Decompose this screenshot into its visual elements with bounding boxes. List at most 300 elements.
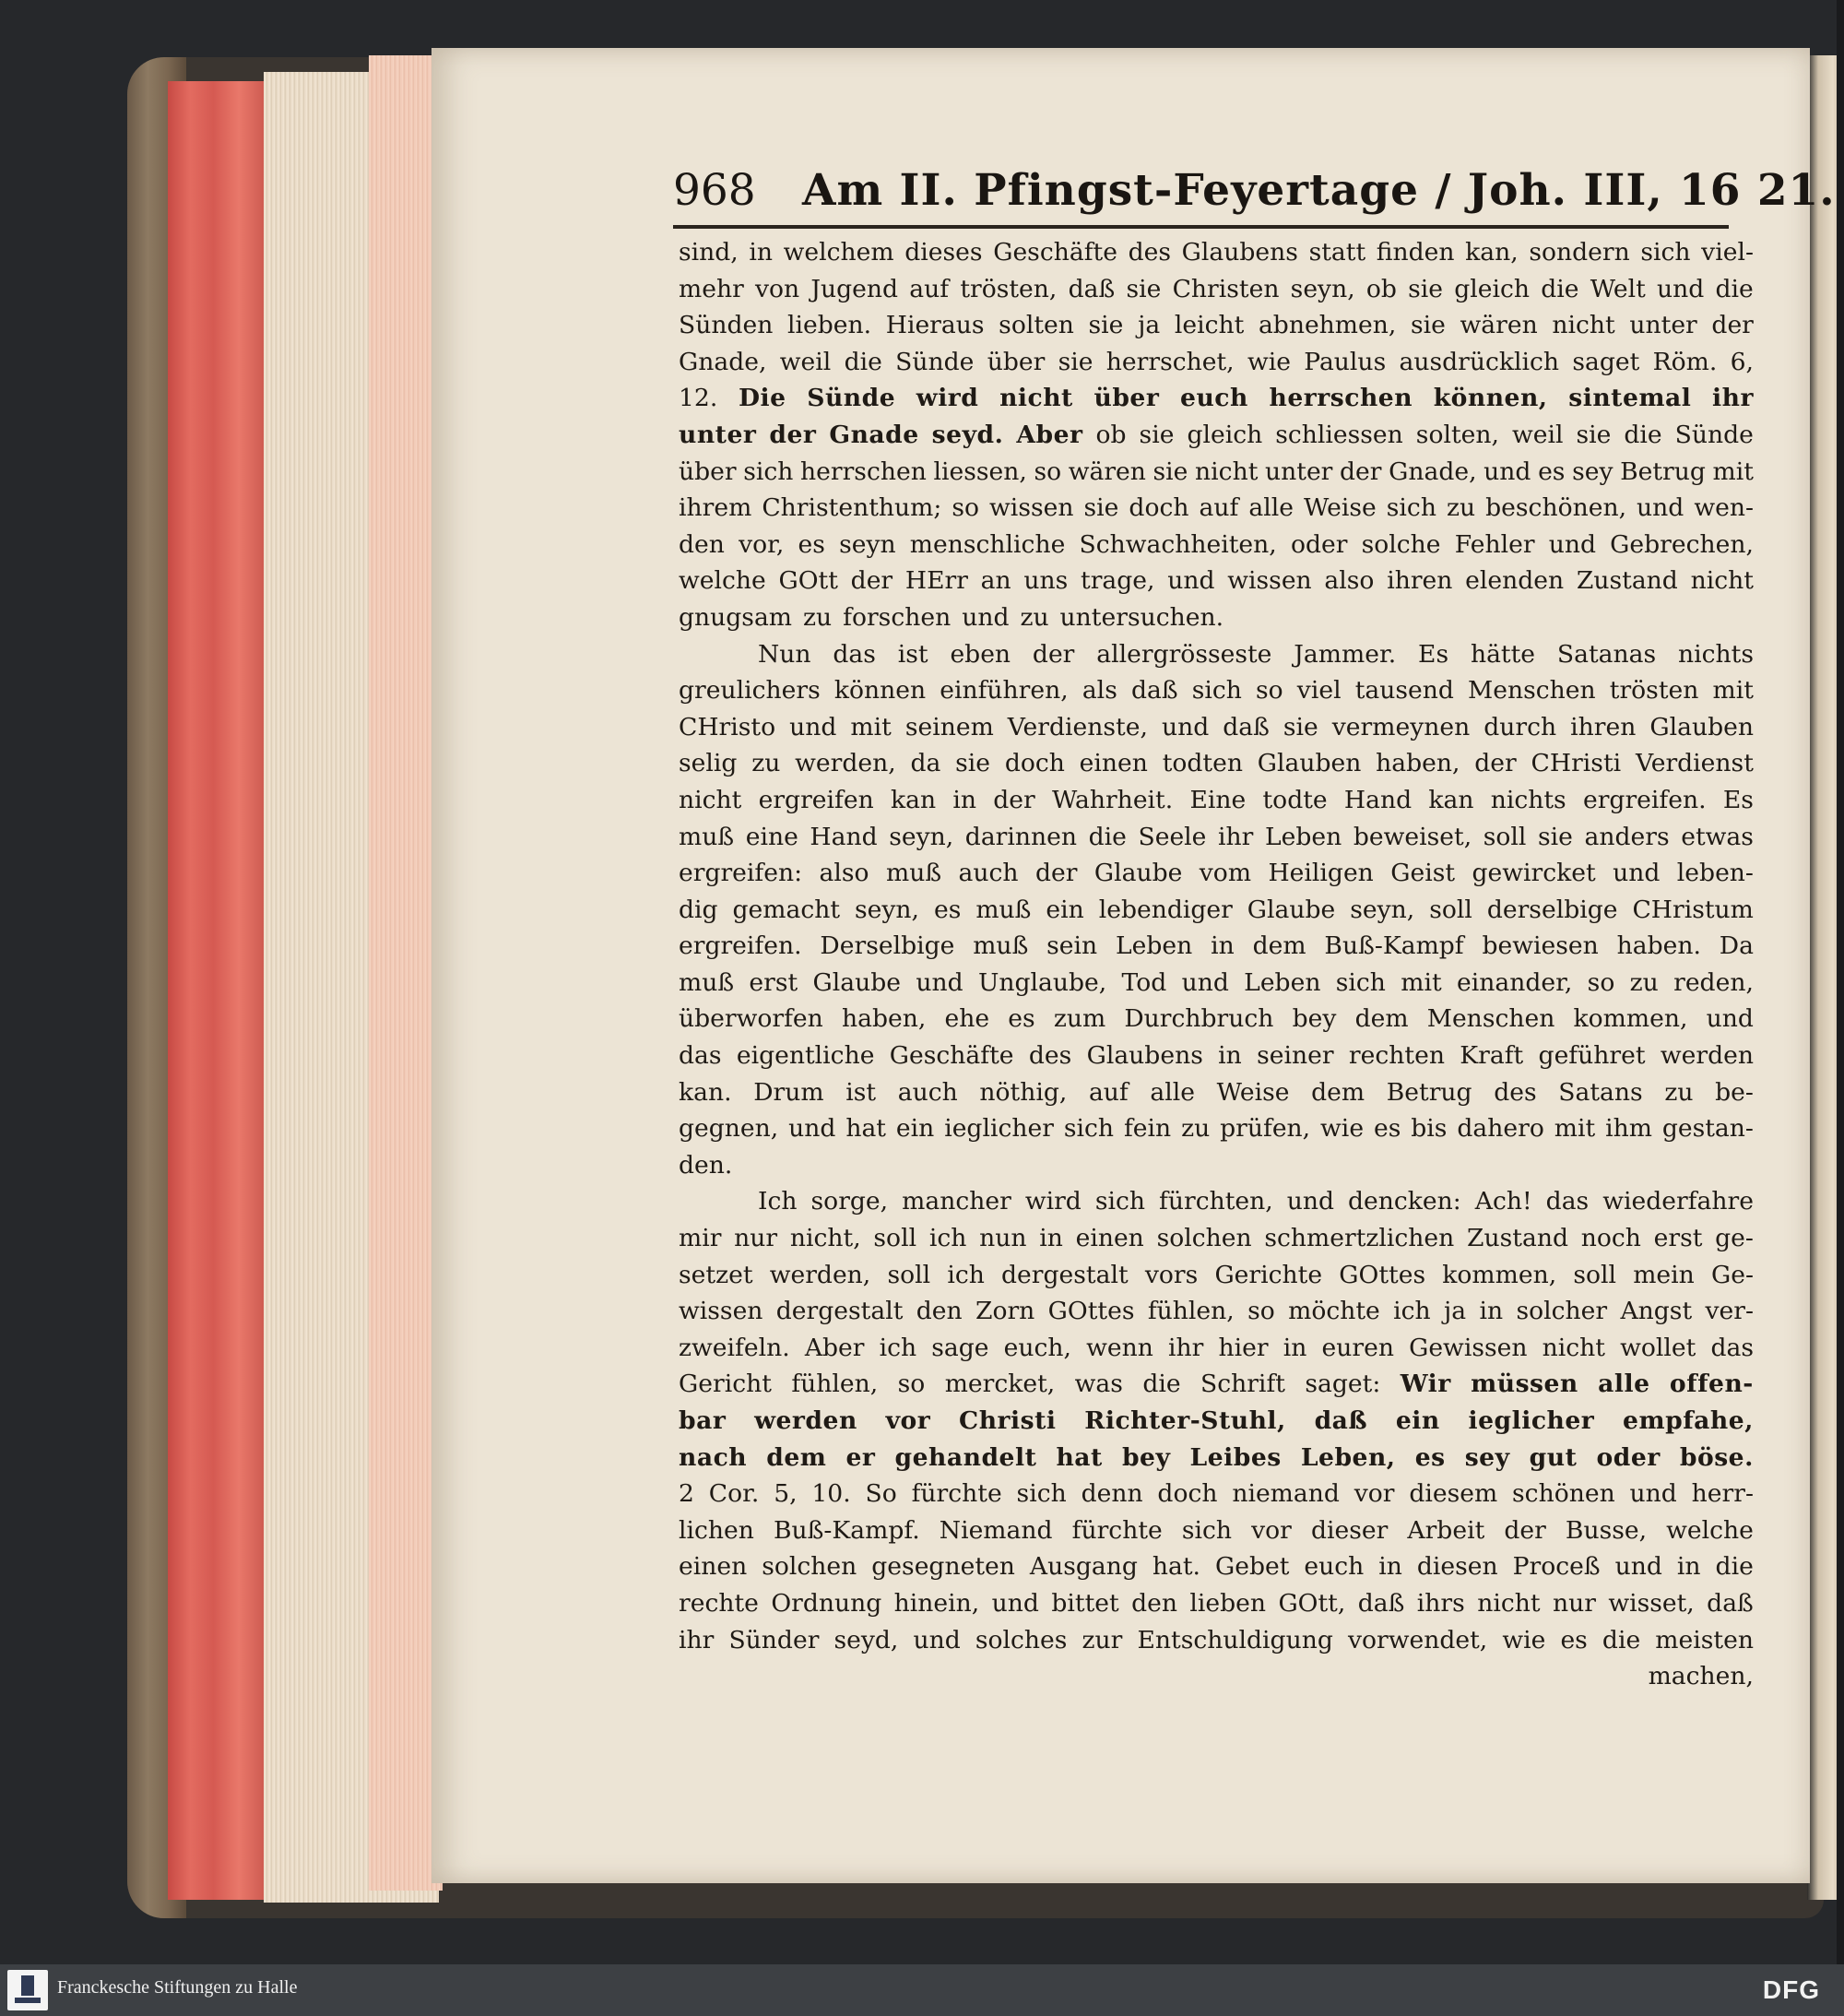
word: empfahe, [1623,1406,1754,1435]
word: mancher [902,1187,1011,1216]
word: doch [1004,749,1065,778]
word: der [1034,859,1078,888]
word: Richter-Stuhl, [1084,1406,1286,1435]
word: Glauben [1257,749,1362,778]
word: gut [1529,1442,1578,1472]
word: Ge- [1711,1260,1754,1289]
word: greulichers [679,676,821,706]
word: Ach! [1474,1187,1532,1216]
word: sich [1016,1479,1067,1509]
word: dergestalt [775,1297,904,1326]
word: muß [975,895,1032,924]
text-line [679,1403,1754,1440]
word: kan [1428,785,1474,814]
word: nicht [1552,311,1615,340]
word: weil [779,347,832,376]
word: ausdrücklich [1399,347,1560,376]
word: bewiesen [1482,931,1599,961]
word: mit [850,712,892,741]
word: solche [1361,529,1441,559]
word: eben [950,639,1011,669]
word: ihm [1605,1114,1652,1144]
word: reden, [1673,967,1754,997]
word: durch [1483,712,1557,741]
word: hier [1218,1333,1269,1362]
word: sie [1058,347,1093,376]
word: sondern [1529,238,1630,267]
word: trösten, [960,274,1058,303]
catchword-line [679,1658,1754,1695]
body-text [679,234,1754,1695]
word: Sünde [807,384,896,413]
text-line [679,271,1754,308]
word: GOttes [1339,1260,1426,1289]
word: daß [1357,1588,1405,1618]
word: saget [1572,347,1640,376]
word: Aber [1016,420,1083,449]
word: gehandelt [894,1442,1037,1472]
word: Glaubens [1181,238,1298,267]
word: seiner [1257,1041,1334,1071]
word: forschen [843,602,952,632]
word: ieglicher [944,1114,1054,1144]
word: es [1538,457,1566,486]
word: soll [873,1224,917,1253]
word: Die [738,384,786,413]
word: hat. [1152,1552,1200,1582]
word: wären [1460,311,1538,340]
word: zu [751,749,781,778]
word: sey [1572,457,1614,486]
word: mehr [679,274,744,303]
text-line [679,1512,1754,1549]
text-line [679,380,1754,417]
word: in [1479,1297,1504,1326]
word: Seele [1138,822,1207,851]
page-number: 968 [673,165,756,216]
word: euch, [1003,1333,1072,1362]
word: Christen [1172,274,1280,303]
word: mit [1712,457,1754,486]
word: nicht [1542,1333,1605,1362]
word: nicht, [789,1224,861,1253]
word: Gnade, [1389,457,1477,486]
word: abnehmen, [1258,311,1397,340]
word: Es [1418,639,1449,669]
word: leicht [1174,311,1245,340]
word: uns [1023,566,1069,596]
word: daß [1707,1588,1754,1618]
text-line [679,344,1754,381]
word: elenden [1465,566,1565,596]
word: wisset, [1608,1588,1695,1618]
text-line [679,234,1754,271]
word: so [1034,457,1062,486]
text-line [679,1001,1754,1038]
word: einen [1075,1224,1144,1253]
word: möchte [1288,1297,1380,1326]
word: liessen, [933,457,1027,486]
word: Satans [1558,1077,1643,1107]
word: herrschen [800,457,927,486]
word: statt [1308,238,1366,267]
word: und [788,1114,836,1144]
word: Geschäfte [889,1041,1014,1071]
text-line [679,1293,1754,1330]
word: wen- [1694,493,1754,523]
word: Buß-Kampf [1324,931,1464,961]
word: Glaube [1247,895,1336,924]
word: Paulus [1304,347,1387,376]
word: über [1093,384,1160,413]
word: viel [1296,676,1342,706]
word: zu [1664,1077,1694,1107]
word: setzet [679,1260,753,1289]
word: und [1167,566,1215,596]
word: tausend [1354,676,1454,706]
word: Gebet [1214,1552,1290,1582]
word: ob [1095,420,1127,449]
word: rechte [679,1588,759,1618]
word: eigentliche [736,1041,875,1071]
word: doch [1157,1479,1218,1509]
text-line [679,672,1754,709]
word: Leibes [1189,1442,1282,1472]
word: Entschuldigung [1137,1625,1333,1654]
text-line [679,417,1754,454]
word: der [850,566,893,596]
word: daß [1314,1406,1368,1435]
word: mir [679,1224,722,1253]
word: dergestalt [1001,1260,1129,1289]
word: das [679,1041,722,1071]
word: der [1711,311,1754,340]
word: lieben [1189,1588,1267,1618]
word: GOtt [778,566,838,596]
word: Satanas [1556,639,1657,669]
word: ihr [1218,822,1254,851]
word: nach [679,1442,748,1472]
text-line [679,1038,1754,1074]
text-line [679,1074,1754,1111]
word: sie [1408,274,1444,303]
word: welche [1666,1515,1754,1545]
word: und [1657,274,1705,303]
word: seyn, [889,822,954,851]
word: und [913,1625,961,1654]
word: Röm. [1652,347,1718,376]
word: meisten [1655,1625,1754,1654]
word: erst [749,967,798,997]
word: haben. [1616,931,1701,961]
word: den [1131,1588,1177,1618]
word: herrschet, [1105,347,1235,376]
catchword: machen, [1648,1662,1754,1691]
word: Leben [1264,822,1342,851]
word: was [1074,1370,1123,1399]
word: die [1715,274,1754,303]
word: Verdienst [1635,749,1754,778]
word: schmertzlichen [1264,1224,1455,1253]
word: auch [897,1077,958,1107]
word: bey [1292,1004,1337,1034]
word: sie [955,749,991,778]
word: ihr [1712,384,1754,413]
word: alle [1248,493,1294,523]
word: gegnen, [679,1114,779,1144]
word: diesen [1416,1552,1498,1582]
word: in [1283,1333,1307,1362]
word: sie [1126,274,1162,303]
word: saget: [1305,1370,1381,1399]
word: und [1483,457,1531,486]
word: ergreifen. [679,931,802,961]
word: sie [1083,493,1119,523]
word: wird [1024,1187,1082,1216]
word: vor [1353,1479,1395,1509]
word: können [833,676,927,706]
word: ich [1393,1297,1431,1326]
word: der [1032,639,1075,669]
word: auf [1088,1077,1129,1107]
word: Geschäfte [993,238,1117,267]
word: Jugend [810,274,899,303]
word: vor, [739,529,785,559]
word: die [1602,1625,1641,1654]
text-line [679,1220,1754,1257]
word: seyn [839,529,896,559]
text-line [679,490,1754,527]
word: anders [1584,822,1670,851]
word: es [798,529,825,559]
word: alle [1598,1370,1650,1399]
word: Unglaube, [977,967,1107,997]
word: eine [745,822,798,851]
word: bis [1411,1114,1448,1144]
text-line [679,599,1754,636]
word: die [1541,274,1579,303]
word: fein [1123,1114,1172,1144]
word: in [952,785,976,814]
word: ein [1046,895,1084,924]
word: an [980,566,1011,596]
word: vor [885,1406,931,1435]
text-line [679,892,1754,929]
word: Hand [810,822,878,851]
word: Heiligen [1268,859,1374,888]
word: nun [979,1224,1027,1253]
word: ihren [1387,566,1453,596]
word: GOttes [1047,1297,1135,1326]
word: mit [1712,676,1754,706]
page-edge-red [168,81,269,1900]
word: kommen, [1573,1004,1688,1034]
word: Ausgang [1029,1552,1138,1582]
word: kan [890,785,937,814]
word: sich [1094,1187,1146,1216]
word: einander, [1457,967,1573,997]
word: und [1629,1479,1677,1509]
word: zu [1020,602,1049,632]
word: Kraft [1460,1041,1524,1071]
word: ergreifen: [679,859,803,888]
word: wissen [989,493,1074,523]
word: euch [1304,1552,1365,1582]
word: doch [1129,493,1189,523]
word: vorwendet, [1347,1625,1488,1654]
text-line [679,454,1754,491]
word: sie [1283,712,1318,741]
word: dieser [1310,1515,1389,1545]
word: prüfen, [1220,1114,1311,1144]
word: einführen, [940,676,1069,706]
word: Aber [804,1333,865,1362]
word: diesem [1409,1479,1498,1509]
word: mit [1554,1114,1596,1144]
word: trage, [1081,566,1155,596]
word: nicht [679,785,742,814]
word: Wir [1400,1370,1451,1399]
word: noch [1580,1224,1641,1253]
word: todten [1162,749,1243,778]
word: nicht [999,384,1073,413]
word: weil [1511,420,1564,449]
word: solches [975,1625,1068,1654]
word: und [1286,1187,1335,1216]
word: Gnade [829,420,919,449]
word: Jammer. [1294,639,1397,669]
word: solchen [762,1552,857,1582]
word: selig [679,749,738,778]
word: und [1613,859,1661,888]
word: vom [1199,859,1252,888]
word: das [833,639,876,669]
word: des [1028,1041,1072,1071]
word: Tod [1121,967,1167,997]
word: dencken: [1348,1187,1461,1216]
word: daß [1130,676,1178,706]
word: Sünden [679,311,774,340]
word: in [1676,1552,1701,1582]
word: gestan- [1661,1114,1754,1144]
word: darinnen [964,822,1078,851]
word: Drum [753,1077,824,1107]
word: seyd. [931,420,1004,449]
word: soll [1573,1260,1617,1289]
word: viel- [1701,238,1754,267]
word: böse. [1679,1442,1754,1472]
word: haben, [841,1004,927,1034]
word: nicht [1477,1588,1541,1618]
word: untersuchen. [1059,602,1224,632]
word: in [1378,1552,1402,1582]
word: wissen [679,1297,763,1326]
word: auf [909,274,950,303]
text-line [679,1366,1754,1403]
word: finden [1376,238,1455,267]
word: nur [734,1224,778,1253]
word: ich [928,1224,967,1253]
word: Christi [959,1406,1057,1435]
word: Geist [1390,859,1456,888]
word: Sünder [728,1625,820,1654]
word: bar [679,1406,727,1435]
word: soll [887,1260,931,1289]
word: Glaube [812,967,902,997]
word: das [1545,1187,1590,1216]
text-line [679,928,1754,965]
word: ergreifen. [1582,785,1707,814]
word: hat [845,1114,886,1144]
word: Menschen [1468,676,1596,706]
word: Gnade, [679,347,767,376]
word: CHristum [1632,895,1754,924]
word: lieben. [787,311,872,340]
word: den [916,1297,963,1326]
word: wie [1320,1114,1365,1144]
word: 10. [811,1479,851,1509]
word: ihrem [679,493,752,523]
word: auf [1199,493,1239,523]
word: hat [1056,1442,1103,1472]
word: Wahrheit. [1051,785,1174,814]
word: zu [1446,493,1476,523]
word: euch [1180,384,1248,413]
word: sie [1538,822,1573,851]
word: Betrug [1620,457,1706,486]
word: muß [885,859,942,888]
text-line [679,1440,1754,1476]
word: muß [679,822,735,851]
word: also [1324,566,1375,596]
word: herrschen [1269,384,1413,413]
word: derselbige [1486,895,1618,924]
word: lichen [679,1515,754,1545]
word: vors [1144,1260,1199,1289]
word: sein [1046,931,1098,961]
word: das [1710,1333,1754,1362]
word: solten, [1415,420,1499,449]
word: Sünde [1674,420,1754,449]
word: es [1560,1625,1588,1654]
word: und [1548,529,1596,559]
running-head [673,162,1836,219]
word: da [910,749,941,778]
head-rule [673,225,1729,229]
word: ehe [944,1004,990,1034]
word: Gericht [679,1370,772,1399]
word: wenn [1086,1333,1153,1362]
word: ist [897,639,928,669]
word: etwas [1681,822,1754,851]
word: Zustand [1467,1224,1568,1253]
text-line [679,1476,1754,1512]
word: dig [679,895,718,924]
word: fürchten, [1159,1187,1273,1216]
word: ihrs [1416,1588,1465,1618]
word: und [1161,712,1210,741]
word: hinein, [893,1588,980,1618]
word: in [1039,1224,1063,1253]
word: rechten [1348,1041,1445,1071]
word: solchen [1156,1224,1252,1253]
word: sich [1640,238,1691,267]
word: Gewissen [1409,1333,1528,1362]
word: soll [1483,822,1527,851]
word: gewircket [1472,859,1596,888]
word: in [1211,931,1235,961]
word: ge- [1715,1224,1754,1253]
